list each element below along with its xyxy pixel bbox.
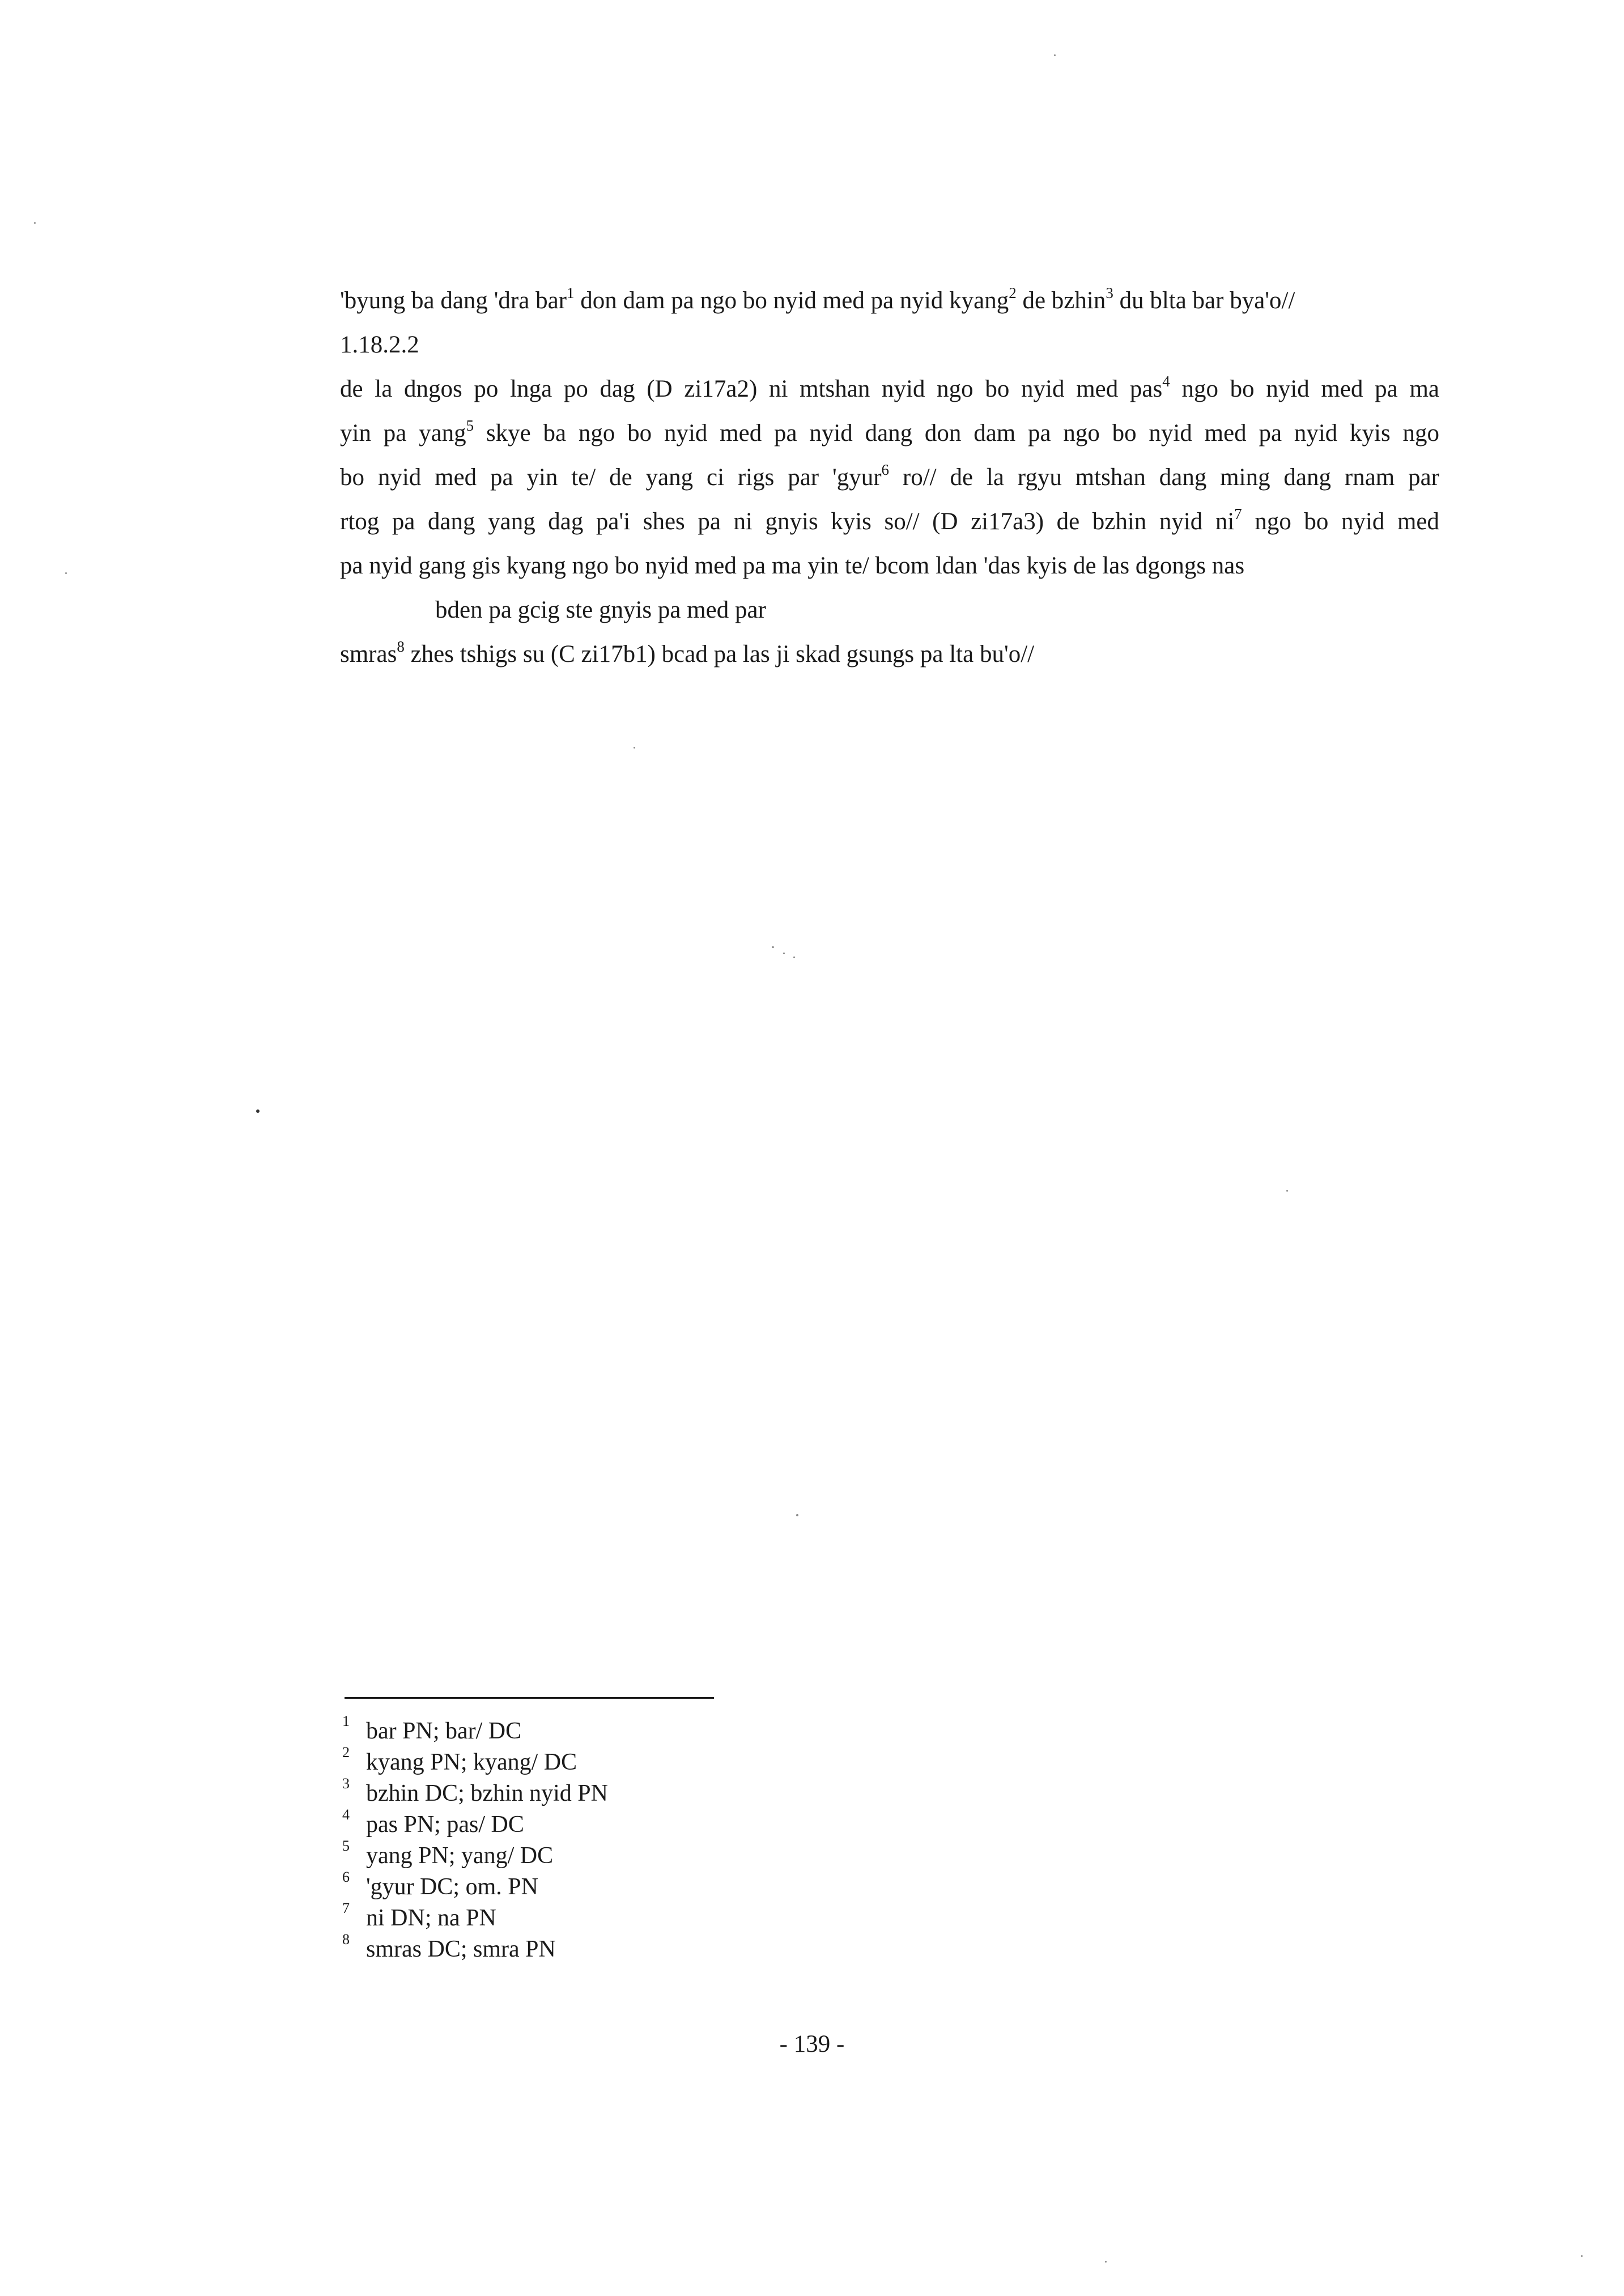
footnote-number: 2: [342, 1744, 350, 1761]
footnote-ref: 5: [466, 417, 474, 434]
footnote: [342, 1931, 852, 1965]
scan-speck: [783, 953, 785, 954]
footnote-ref: 4: [1162, 373, 1170, 390]
footnote: [342, 1744, 852, 1778]
scan-speck: [772, 946, 774, 948]
text-segment: de la dngos po lnga po dag (D zi17a2) ni mtshan nyid ngo bo nyid med pas: [340, 376, 1163, 402]
scan-speck: [256, 1109, 260, 1113]
footnote-ref: 1: [566, 284, 575, 301]
text-line: [340, 411, 1439, 456]
text-segment: smras: [340, 641, 397, 667]
text-segment: 1.18.2.2: [340, 331, 419, 358]
scan-speck: [34, 222, 36, 224]
footnote-number: 4: [342, 1806, 350, 1823]
footnote-text: kyang PN; kyang/ DC: [366, 1749, 577, 1775]
text-segment: ngo bo nyid med: [1242, 508, 1439, 535]
text-segment: ngo bo nyid med pa ma: [1170, 376, 1439, 402]
text-segment: skye ba ngo bo nyid med pa nyid dang don dam pa ngo bo nyid med pa nyid kyis ngo: [474, 420, 1439, 447]
text-segment: 'byung ba dang 'dra bar: [340, 287, 567, 314]
text-line: [340, 367, 1439, 411]
text-line: [340, 632, 1439, 677]
scan-speck: [65, 572, 67, 574]
footnote-number: 7: [342, 1900, 350, 1916]
scan-speck: [1105, 2261, 1107, 2263]
main-text-block: [340, 279, 1439, 677]
page-number: - 139 -: [779, 2031, 845, 2057]
text-segment: zhes tshigs su (C zi17b1) bcad pa las ji skad gsungs pa lta bu'o//: [404, 641, 1035, 667]
text-line: [340, 279, 1439, 323]
footnote-text: bar PN; bar/ DC: [366, 1718, 522, 1744]
verse-line: [340, 588, 1439, 632]
scan-speck: [1054, 54, 1056, 56]
footnote-number: 8: [342, 1931, 350, 1948]
text-segment: pa nyid gang gis kyang ngo bo nyid med pa ma yin te/ bcom ldan 'das kyis de las dgongs nas: [340, 552, 1245, 579]
footnote-ref: 7: [1234, 505, 1242, 522]
footnote-text: 'gyur DC; om. PN: [366, 1874, 538, 1900]
scan-speck: [1286, 1190, 1288, 1192]
text-segment: yin pa yang: [340, 420, 466, 447]
text-line: [340, 544, 1439, 588]
footnote-number: 5: [342, 1838, 350, 1854]
footnote: [342, 1713, 852, 1747]
footnote-text: yang PN; yang/ DC: [366, 1843, 554, 1869]
text-segment: rtog pa dang yang dag pa'i shes pa ni gnyis kyis so// (D zi17a3) de bzhin nyid ni: [340, 508, 1235, 535]
scan-speck: [793, 956, 795, 958]
footnote-ref: 3: [1106, 284, 1113, 301]
text-segment: don dam pa ngo bo nyid med pa nyid kyang: [574, 287, 1009, 314]
text-segment: bo nyid med pa yin te/ de yang ci rigs par 'gyur: [340, 464, 882, 491]
footnote: [342, 1840, 852, 1872]
text-segment: du blta bar bya'o//: [1113, 287, 1295, 314]
text-segment: bden pa gcig ste gnyis pa med par: [435, 597, 766, 623]
footnote-text: pas PN; pas/ DC: [366, 1812, 524, 1838]
footnote-text: bzhin DC; bzhin nyid PN: [366, 1780, 608, 1806]
scan-speck: [1581, 2255, 1583, 2257]
footnotes-block: [342, 1713, 852, 1965]
text-line: [340, 500, 1439, 544]
footnote-ref: 6: [881, 461, 890, 478]
footnote-separator: [345, 1697, 714, 1699]
text-line: [340, 456, 1439, 500]
text-segment: ro// de la rgyu mtshan dang ming dang rnam par: [889, 464, 1439, 491]
scan-speck: [634, 747, 635, 749]
footnote-number: 6: [342, 1869, 350, 1885]
footnote: [342, 1869, 852, 1903]
footnote: [342, 1775, 852, 1809]
footnote-ref: 8: [397, 638, 405, 655]
scan-speck: [796, 1514, 798, 1516]
footnote-text: smras DC; smra PN: [366, 1936, 556, 1962]
footnote: [342, 1900, 852, 1934]
footnote-number: 3: [342, 1775, 350, 1792]
footnote: [342, 1806, 852, 1840]
footnote-number: 1: [342, 1713, 350, 1729]
footnote-ref: 2: [1009, 284, 1017, 301]
section-number: [340, 323, 1439, 367]
text-segment: de bzhin: [1016, 287, 1106, 314]
footnote-text: ni DN; na PN: [366, 1905, 496, 1931]
